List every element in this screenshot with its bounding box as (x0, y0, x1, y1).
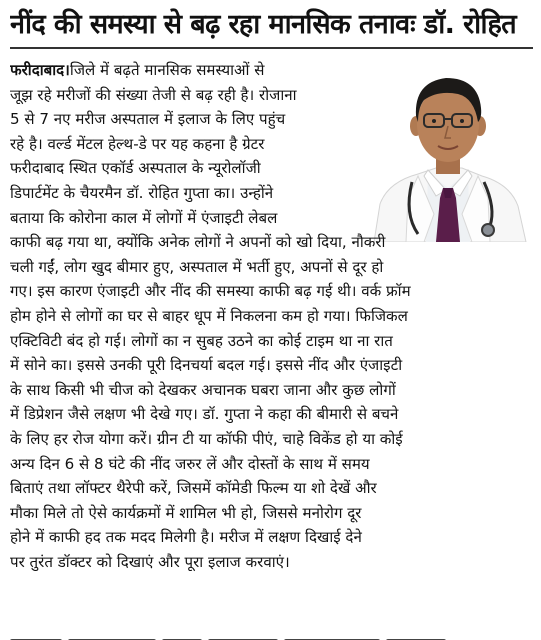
article-line-3: 5 से 7 नए मरीज अस्पताल में इलाज के लिए पहुंच (10, 110, 286, 129)
headline-divider (10, 47, 533, 49)
article-line-6: डिपार्टमेंट के चैयरमैन डॉ. रोहित गुप्ता का। उन्होंने (10, 183, 274, 202)
article-line-20: होने में काफी हद तक मदद मिलेगी है। मरीज में लक्षण दिखाई देने (10, 528, 362, 547)
article-line-14: के साथ किसी भी चीज को देखकर अचानक घबरा जाना और कुछ लोगों (10, 380, 396, 399)
article-line-12: एक्टिविटी बंद हो गई। लोगों का न सुबह उठने का कोई टाइम था ना रात (10, 331, 393, 350)
dateline: फरीदाबाद। (10, 61, 70, 79)
article-body (10, 58, 531, 574)
article-line-5: फरीदाबाद स्थित एकॉर्ड अस्पताल के न्यूरोलॉजी (10, 159, 261, 178)
headline: नींद की समस्या से बढ़ रहा मानसिक तनावः डॉ. रोहित (10, 9, 517, 40)
article-line-11: होम होने से लोगों का घर से बाहर धूप में निकलना कम हो गया। फिजिकल (10, 306, 408, 325)
article-line-13: में सोने का। इससे उनकी पूरी दिनचर्या बदल गई। इससे नींद और एंजाइटी (10, 356, 403, 375)
article-line-21: पर तुरंत डॉक्टर को दिखाएं और पूरा इलाज करवाएं। (10, 552, 290, 571)
article-line-4: रहे है। वर्ल्ड मेंटल हेल्थ-डे पर यह कहना है ग्रेटर (10, 134, 265, 153)
article-line-10: गए। इस कारण एंजाइटी और नींद की समस्या काफी बढ़ गई थी। वर्क फ्रॉम (10, 282, 411, 301)
article-line-18: बिताएं तथा लॉफ्टर थैरेपी करें, जिसमें कॉमेडी फिल्म या शो देखें और (10, 479, 377, 498)
article-line-16: के लिए हर रोज योगा करें। ग्रीन टी या कॉफी पीएं, चाहे विकेंड हो या कोई (10, 429, 403, 448)
article-line-2: जूझ रहे मरीजों की संख्या तेजी से बढ़ रही है। रोजाना (10, 85, 297, 104)
article-line-15: में डिप्रेशन जैसे लक्षण भी देखे गए। डॉ. गुप्ता ने कहा की बीमारी से बचने (10, 405, 399, 424)
article-line-1-text: जिले में बढ़ते मानसिक समस्याओं से (69, 61, 265, 79)
next-article-cutoff (10, 628, 530, 640)
article-line-17: अन्य दिन 6 से 8 घंटे की नींद जरुर लें और दोस्तों के साथ में समय (10, 454, 370, 473)
article-line-8: काफी बढ़ गया था, क्योंकि अनेक लोगों ने अपनों को खो दिया, नौकरी (10, 233, 386, 252)
article-line-19: मौका मिले तो ऐसे कार्यक्रमों में शामिल भी हो, जिससे मनोरोग दूर (10, 503, 362, 522)
article-line-7: बताया कि कोरोना काल में लोगों में एंजाइटी लेबल (10, 208, 278, 227)
article-line-1 (10, 58, 362, 83)
article-line-9: चली गईं, लोग खुद बीमार हुए, अस्पताल में भर्ती हुए, अपनों से दूर हो (10, 257, 384, 276)
